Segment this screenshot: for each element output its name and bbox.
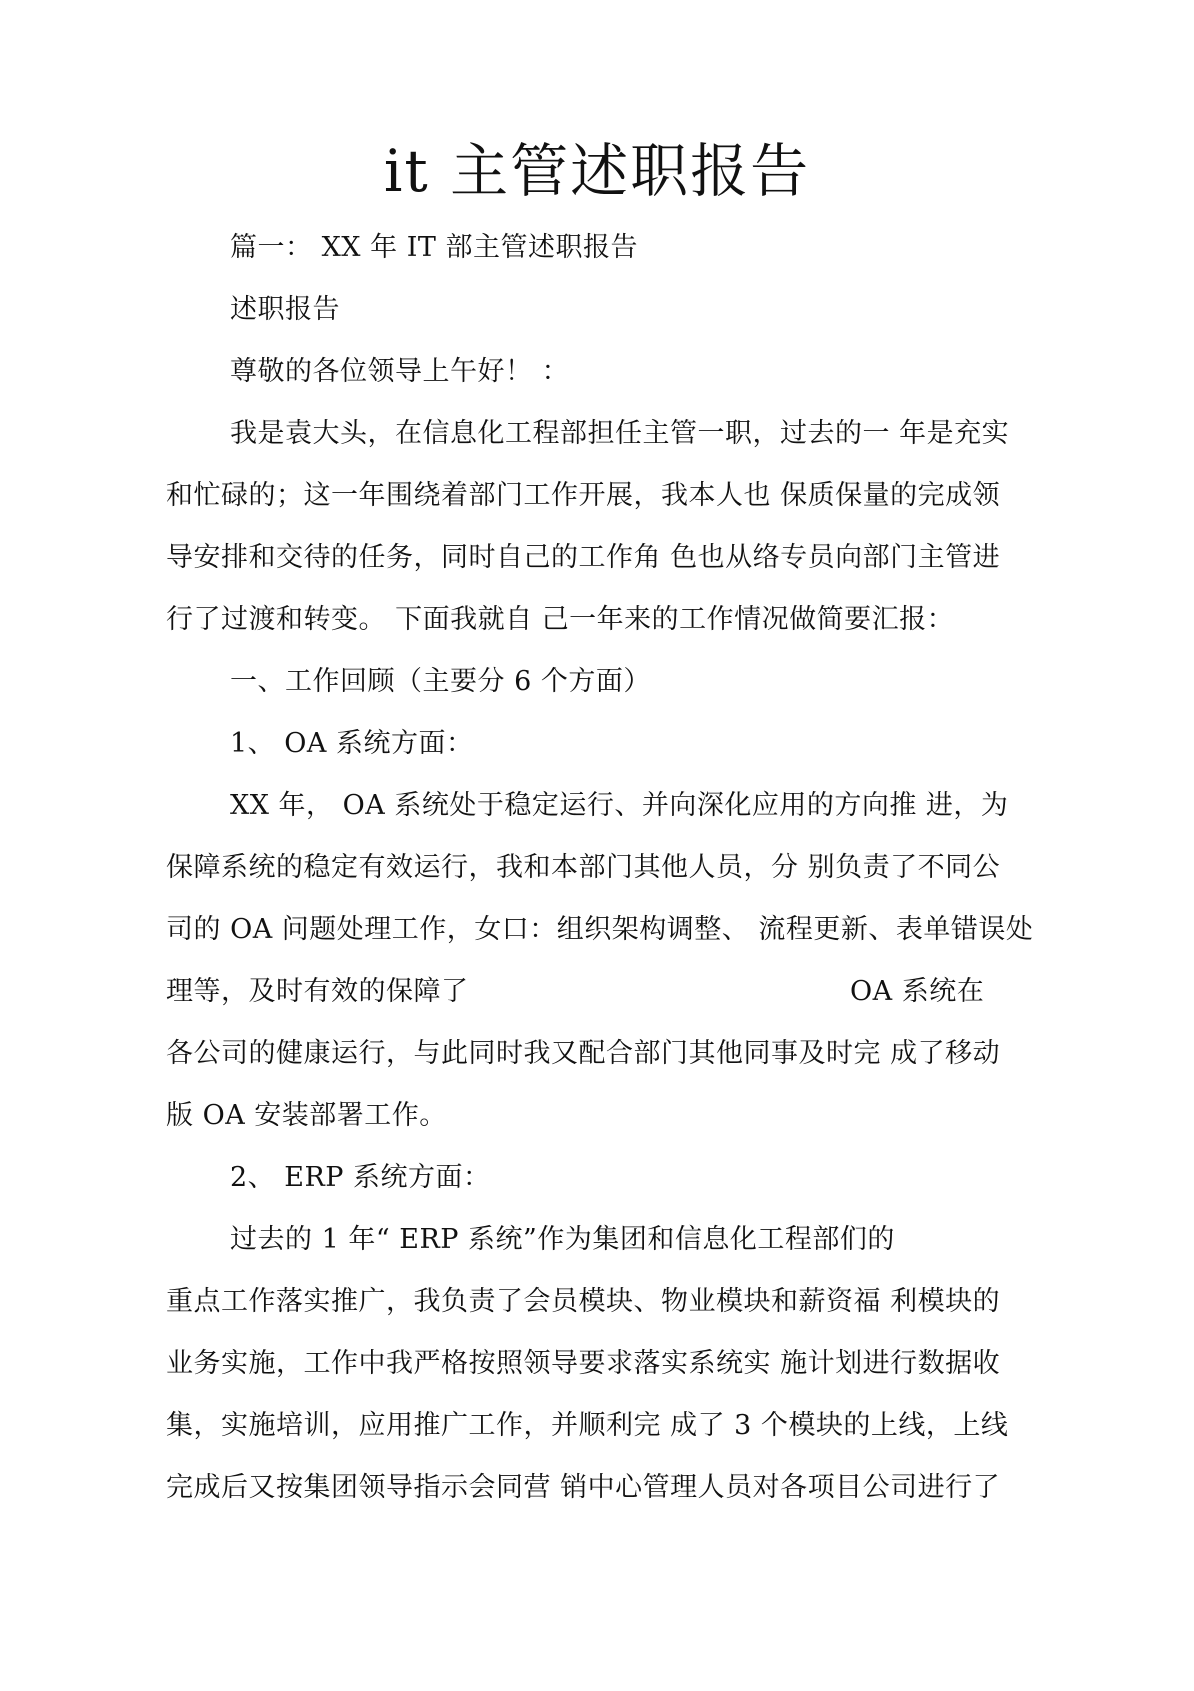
paragraph-line: 业务实施，工作中我严格按照领导要求落实系统实 施计划进行数据收 [166, 1348, 1001, 1379]
paragraph-line: 导安排和交待的任务，同时自己的工作角 色也从络专员向部门主管进 [166, 542, 1001, 573]
salutation: 尊敬的各位领导上午好！ ： [230, 356, 570, 387]
paragraph-line: 版 OA 安装部署工作。 [166, 1100, 447, 1131]
subheading-erp-system: 2、 ERP 系统方面： [230, 1162, 491, 1193]
paragraph-line: XX 年， OA 系统处于稳定运行、并向深化应用的方向推 进，为 [230, 790, 1009, 821]
paragraph-line: 集，实施培训，应用推广工作，并顺利完 成了 3 个模块的上线，上线 [166, 1410, 1009, 1441]
paragraph-line: 司的 OA 问题处理工作，女口：组织架构调整、 流程更新、表单错误处 [166, 914, 1034, 945]
paragraph-line-tail: OA 系统在 [850, 976, 985, 1007]
paragraph-line: 完成后又按集团领导指示会同营 销中心管理人员对各项目公司进行了 [166, 1472, 1001, 1503]
paragraph-line: 行了过渡和转变。 下面我就自 己一年来的工作情况做简要汇报： [166, 604, 955, 635]
paragraph-line: 保障系统的稳定有效运行，我和本部门其他人员，分 别负责了不同公 [166, 852, 1001, 883]
document-title: it 主管述职报告 [383, 137, 811, 205]
paragraph-line: 过去的 1 年“ ERP 系统”作为集团和信息化工程部们的 [230, 1224, 895, 1255]
paragraph-line: 和忙碌的；这一年围绕着部门工作开展，我本人也 保质保量的完成领 [166, 480, 1001, 511]
paragraph-line: 各公司的健康运行，与此同时我又配合部门其他同事及时完 成了移动 [166, 1038, 1001, 1069]
report-heading: 述职报告 [230, 294, 340, 325]
paragraph-line: 理等，及时有效的保障了 [166, 976, 469, 1007]
section-heading-part-one: 篇一： XX 年 IT 部主管述职报告 [230, 232, 638, 263]
paragraph-line: 我是袁大头，在信息化工程部担任主管一职，过去的一 年是充实 [230, 418, 1010, 449]
section-heading-work-review: 一、工作回顾（主要分 6 个方面） [230, 666, 651, 697]
subheading-oa-system: 1、 OA 系统方面： [230, 728, 474, 759]
paragraph-line: 重点工作落实推广，我负责了会员模块、物业模块和薪资福 利模块的 [166, 1286, 1001, 1317]
